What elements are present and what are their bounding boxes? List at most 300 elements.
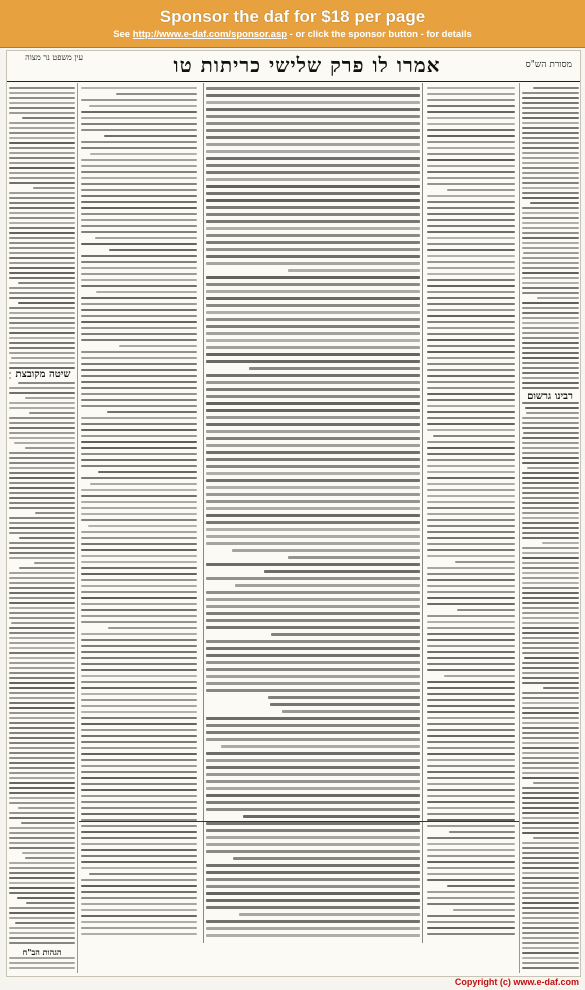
- text-line: [206, 192, 420, 195]
- text-line: [206, 829, 420, 832]
- text-line: [81, 855, 197, 857]
- text-line: [81, 321, 197, 323]
- text-line: [427, 513, 515, 515]
- text-line: [19, 567, 75, 569]
- text-line: [109, 249, 197, 251]
- text-line: [88, 525, 197, 527]
- text-line: [9, 717, 75, 719]
- text-line: [206, 612, 420, 615]
- text-line: [427, 525, 515, 527]
- text-line: [9, 192, 75, 194]
- text-line: [9, 252, 75, 254]
- text-line: [522, 932, 579, 934]
- text-line: [206, 290, 420, 293]
- text-line: [9, 432, 75, 434]
- text-line: [427, 915, 515, 917]
- text-line: [81, 177, 197, 179]
- text-line: [522, 572, 579, 574]
- text-line: [9, 732, 75, 734]
- text-line: [9, 272, 75, 274]
- text-line: [206, 801, 420, 804]
- text-line: [427, 693, 515, 695]
- text-line: [522, 272, 579, 274]
- text-line: [9, 162, 75, 164]
- text-line: [81, 207, 197, 209]
- text-line: [447, 189, 515, 191]
- text-line: [427, 861, 515, 863]
- ein-mishpat-label: עין משפט נר מצוה: [25, 53, 83, 62]
- text-line: [522, 472, 579, 474]
- text-line: [9, 407, 75, 409]
- masoret-column: [519, 83, 581, 973]
- text-line: [427, 921, 515, 923]
- text-line: [282, 710, 420, 713]
- text-line: [81, 933, 197, 935]
- text-line: [427, 897, 515, 899]
- text-line: [206, 178, 420, 181]
- masoret-label: מסורת הש"ס: [525, 60, 572, 70]
- text-line: [81, 603, 197, 605]
- text-line: [81, 543, 197, 545]
- text-line: [427, 93, 515, 95]
- text-line: [522, 247, 579, 249]
- text-line: [522, 952, 579, 954]
- text-line: [522, 757, 579, 759]
- text-line: [522, 692, 579, 694]
- text-lines: [9, 83, 75, 973]
- shita-mekubetzet-heading: שיטה מקובצת: [11, 369, 75, 380]
- text-line: [81, 867, 197, 869]
- text-line: [427, 195, 515, 197]
- text-line: [524, 657, 579, 659]
- text-line: [9, 677, 75, 679]
- text-line: [9, 642, 75, 644]
- text-line: [522, 797, 579, 799]
- text-line: [235, 584, 420, 587]
- text-line: [81, 903, 197, 905]
- text-line: [206, 843, 420, 846]
- text-line: [453, 909, 515, 911]
- hagahot-heading: הגהות הב"ח: [9, 947, 75, 957]
- text-line: [427, 369, 515, 371]
- text-line: [427, 267, 515, 269]
- text-line: [206, 395, 420, 398]
- text-line: [22, 117, 75, 119]
- text-line: [427, 849, 515, 851]
- text-line: [427, 327, 515, 329]
- text-line: [90, 153, 197, 155]
- text-line: [522, 292, 579, 294]
- text-line: [206, 353, 420, 356]
- text-line: [206, 122, 420, 125]
- text-line: [522, 512, 579, 514]
- text-line: [522, 547, 579, 549]
- text-line: [206, 129, 420, 132]
- text-line: [427, 699, 515, 701]
- text-line: [427, 153, 515, 155]
- text-line: [522, 702, 579, 704]
- text-line: [81, 339, 197, 341]
- text-line: [9, 317, 75, 319]
- text-line: [206, 787, 420, 790]
- text-line: [427, 807, 515, 809]
- text-line: [81, 171, 197, 173]
- text-line: [9, 392, 75, 394]
- text-line: [81, 285, 197, 287]
- text-line: [9, 572, 75, 574]
- text-line: [522, 177, 579, 179]
- text-line: [9, 472, 75, 474]
- text-line: [522, 672, 579, 674]
- text-line: [427, 447, 515, 449]
- text-line: [522, 117, 579, 119]
- text-line: [9, 892, 75, 894]
- text-line: [427, 867, 515, 869]
- text-line: [9, 267, 75, 269]
- text-line: [9, 177, 75, 179]
- text-line: [9, 552, 75, 554]
- text-line: [81, 327, 197, 329]
- text-line: [9, 752, 75, 754]
- text-line: [9, 912, 75, 914]
- rabbeinu-gershom-heading: רבינו גרשום: [521, 391, 579, 402]
- text-line: [526, 412, 579, 414]
- text-line: [522, 357, 579, 359]
- text-line: [427, 291, 515, 293]
- text-line: [427, 519, 515, 521]
- text-line: [206, 276, 420, 279]
- text-line: [9, 792, 75, 794]
- text-line: [288, 556, 420, 559]
- text-line: [427, 765, 515, 767]
- text-line: [522, 387, 579, 389]
- text-line: [522, 627, 579, 629]
- text-line: [427, 537, 515, 539]
- text-line: [206, 822, 420, 825]
- text-line: [9, 182, 75, 184]
- text-line: [522, 372, 579, 374]
- copyright-notice[interactable]: Copyright (c) www.e-daf.com: [454, 977, 579, 987]
- text-line: [9, 332, 75, 334]
- text-line: [206, 906, 420, 909]
- text-line: [206, 507, 420, 510]
- text-line: [522, 197, 579, 199]
- text-line: [9, 557, 75, 559]
- text-line: [427, 543, 515, 545]
- text-line: [522, 697, 579, 699]
- text-line: [522, 617, 579, 619]
- text-line: [9, 207, 75, 209]
- text-line: [522, 872, 579, 874]
- text-line: [522, 502, 579, 504]
- text-line: [427, 225, 515, 227]
- text-line: [522, 317, 579, 319]
- text-line: [9, 692, 75, 694]
- text-line: [9, 352, 75, 354]
- text-line: [81, 765, 197, 767]
- text-line: [81, 849, 197, 851]
- text-line: [522, 207, 579, 209]
- text-line: [427, 489, 515, 491]
- text-line: [206, 318, 420, 321]
- text-line: [9, 812, 75, 814]
- text-line: [9, 452, 75, 454]
- text-line: [542, 542, 579, 544]
- text-line: [206, 206, 420, 209]
- text-line: [9, 682, 75, 684]
- page-header: [7, 51, 580, 82]
- text-line: [271, 633, 420, 636]
- text-line: [9, 132, 75, 134]
- text-line: [81, 927, 197, 929]
- page-title: אמרו לו פרק שלישי כריתות טו: [173, 53, 441, 77]
- text-line: [9, 322, 75, 324]
- text-line: [427, 873, 515, 875]
- text-line: [81, 921, 197, 923]
- text-line: [81, 885, 197, 887]
- text-line: [427, 219, 515, 221]
- text-line: [81, 657, 197, 659]
- text-line: [9, 962, 75, 964]
- text-line: [522, 742, 579, 744]
- text-line: [427, 243, 515, 245]
- text-line: [522, 507, 579, 509]
- text-line: [522, 132, 579, 134]
- text-line: [427, 705, 515, 707]
- text-line: [107, 411, 197, 413]
- text-line: [522, 517, 579, 519]
- text-line: [9, 662, 75, 664]
- text-line: [9, 802, 75, 804]
- text-line: [522, 822, 579, 824]
- text-line: [9, 387, 75, 389]
- text-line: [18, 382, 75, 384]
- text-line: [9, 722, 75, 724]
- text-line: [522, 727, 579, 729]
- text-line: [427, 213, 515, 215]
- sponsor-banner[interactable]: [0, 0, 585, 48]
- text-line: [81, 369, 197, 371]
- text-line: [427, 165, 515, 167]
- text-line: [427, 249, 515, 251]
- text-line: [522, 227, 579, 229]
- text-line: [522, 422, 579, 424]
- text-line: [522, 767, 579, 769]
- text-line: [206, 157, 420, 160]
- text-line: [9, 422, 75, 424]
- text-line: [427, 783, 515, 785]
- text-line: [522, 477, 579, 479]
- text-line: [9, 797, 75, 799]
- text-line: [522, 967, 579, 969]
- text-line: [522, 887, 579, 889]
- text-line: [206, 472, 420, 475]
- text-line: [9, 702, 75, 704]
- text-line: [9, 312, 75, 314]
- text-line: [9, 327, 75, 329]
- text-line: [427, 585, 515, 587]
- text-line: [427, 177, 515, 179]
- text-line: [522, 287, 579, 289]
- text-line: [522, 127, 579, 129]
- text-lines: [522, 83, 579, 973]
- text-line: [206, 675, 420, 678]
- text-line: [522, 122, 579, 124]
- text-line: [522, 162, 579, 164]
- text-line: [14, 442, 75, 444]
- text-line: [427, 471, 515, 473]
- text-line: [522, 737, 579, 739]
- text-line: [522, 787, 579, 789]
- text-line: [206, 514, 420, 517]
- text-line: [427, 639, 515, 641]
- text-line: [108, 627, 197, 629]
- text-line: [522, 97, 579, 99]
- text-line: [206, 892, 420, 895]
- text-line: [427, 231, 515, 233]
- text-line: [427, 795, 515, 797]
- text-line: [81, 651, 197, 653]
- text-line: [427, 345, 515, 347]
- text-line: [9, 92, 75, 94]
- text-line: [522, 647, 579, 649]
- text-line: [81, 579, 197, 581]
- text-line: [9, 122, 75, 124]
- text-line: [25, 397, 75, 399]
- text-line: [81, 159, 197, 161]
- text-line: [18, 302, 75, 304]
- text-line: [206, 605, 420, 608]
- text-line: [206, 850, 420, 853]
- text-line: [9, 147, 75, 149]
- text-line: [81, 909, 197, 911]
- text-line: [206, 143, 420, 146]
- text-line: [81, 165, 197, 167]
- text-line: [522, 592, 579, 594]
- text-line: [81, 399, 197, 401]
- text-line: [19, 537, 75, 539]
- text-line: [427, 837, 515, 839]
- text-line: [206, 213, 420, 216]
- text-line: [81, 183, 197, 185]
- text-line: [206, 626, 420, 629]
- text-line: [81, 447, 197, 449]
- text-line: [9, 842, 75, 844]
- text-line: [81, 705, 197, 707]
- text-line: [9, 887, 75, 889]
- text-line: [427, 171, 515, 173]
- text-line: [81, 297, 197, 299]
- text-line: [522, 772, 579, 774]
- text-line: [522, 382, 579, 384]
- text-line: [206, 640, 420, 643]
- text-line: [81, 783, 197, 785]
- text-line: [522, 587, 579, 589]
- text-line: [9, 362, 75, 364]
- text-line: [522, 157, 579, 159]
- sponsor-title[interactable]: Sponsor the daf for $18 per page: [159, 7, 426, 26]
- text-line: [522, 437, 579, 439]
- text-line: [81, 429, 197, 431]
- text-line: [206, 360, 420, 363]
- text-line: [206, 227, 420, 230]
- text-line: [522, 402, 579, 404]
- text-line: [81, 255, 197, 257]
- text-line: [81, 231, 197, 233]
- text-line: [522, 347, 579, 349]
- text-line: [9, 307, 75, 309]
- text-line: [206, 598, 420, 601]
- text-line: [239, 913, 420, 916]
- text-line: [427, 411, 515, 413]
- text-line: [9, 497, 75, 499]
- text-line: [427, 777, 515, 779]
- text-line: [9, 157, 75, 159]
- text-line: [81, 777, 197, 779]
- text-line: [81, 831, 197, 833]
- text-line: [206, 661, 420, 664]
- text-line: [522, 562, 579, 564]
- text-line: [427, 753, 515, 755]
- text-line: [427, 855, 515, 857]
- text-line: [233, 857, 420, 860]
- text-line: [427, 303, 515, 305]
- text-line: [522, 337, 579, 339]
- text-line: [81, 243, 197, 245]
- text-line: [9, 942, 75, 944]
- text-line: [9, 827, 75, 829]
- text-line: [206, 654, 420, 657]
- text-line: [81, 273, 197, 275]
- text-line: [522, 107, 579, 109]
- text-line: [522, 717, 579, 719]
- text-line: [81, 717, 197, 719]
- text-line: [522, 152, 579, 154]
- text-line: [9, 347, 75, 349]
- text-line: [81, 807, 197, 809]
- text-line: [206, 346, 420, 349]
- text-line: [81, 645, 197, 647]
- text-line: [522, 377, 579, 379]
- text-line: [9, 172, 75, 174]
- text-line: [522, 182, 579, 184]
- text-line: [522, 607, 579, 609]
- text-line: [9, 917, 75, 919]
- text-line: [81, 351, 197, 353]
- text-line: [9, 757, 75, 759]
- text-line: [81, 201, 197, 203]
- sponsor-link[interactable]: http://www.e-daf.com/sponsor.asp: [132, 29, 288, 40]
- text-line: [9, 167, 75, 169]
- text-line: [522, 857, 579, 859]
- text-line: [81, 393, 197, 395]
- text-line: [427, 477, 515, 479]
- text-line: [206, 374, 420, 377]
- text-line: [81, 549, 197, 551]
- text-line: [9, 247, 75, 249]
- text-line: [206, 465, 420, 468]
- text-line: [522, 557, 579, 559]
- text-line: [81, 87, 197, 89]
- text-line: [427, 387, 515, 389]
- text-line: [427, 843, 515, 845]
- text-line: [427, 825, 515, 827]
- text-line: [9, 217, 75, 219]
- text-line: [9, 142, 75, 144]
- text-line: [522, 302, 579, 304]
- text-line: [81, 501, 197, 503]
- text-line: [427, 591, 515, 593]
